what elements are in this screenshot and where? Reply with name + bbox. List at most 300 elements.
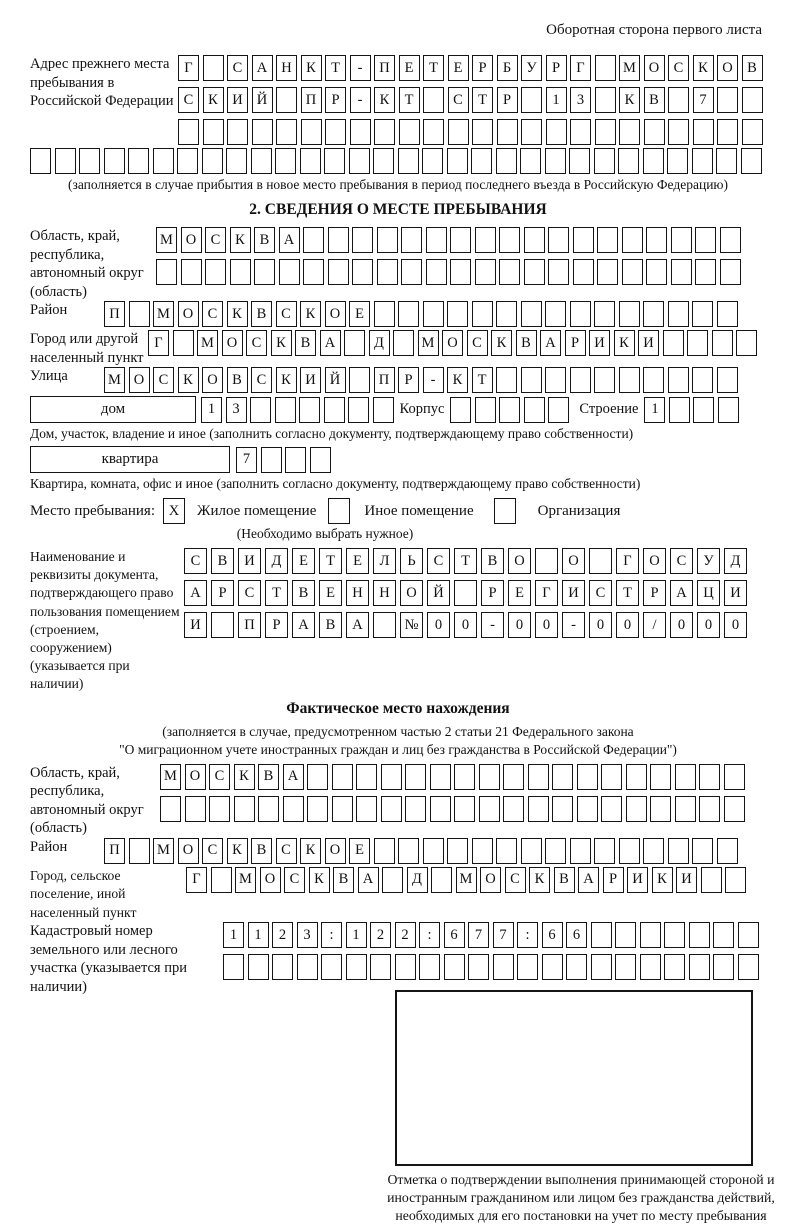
- char-cell[interactable]: И: [627, 867, 648, 893]
- char-cell[interactable]: [346, 954, 367, 980]
- char-cell[interactable]: [251, 148, 272, 174]
- char-cell[interactable]: [297, 954, 318, 980]
- char-cell[interactable]: [423, 87, 444, 113]
- char-cell[interactable]: В: [333, 867, 354, 893]
- char-cell[interactable]: [693, 119, 714, 145]
- char-cell[interactable]: [622, 227, 643, 253]
- char-cell[interactable]: 2: [272, 922, 293, 948]
- char-cell[interactable]: [701, 867, 722, 893]
- char-cell[interactable]: Е: [399, 55, 420, 81]
- char-cell[interactable]: А: [279, 227, 300, 253]
- char-cell[interactable]: С: [227, 55, 248, 81]
- char-cell[interactable]: [717, 301, 738, 327]
- char-cell[interactable]: [173, 330, 194, 356]
- char-cell[interactable]: [499, 227, 520, 253]
- char-cell[interactable]: [667, 148, 688, 174]
- char-cell[interactable]: [272, 954, 293, 980]
- char-cell[interactable]: [521, 87, 542, 113]
- char-cell[interactable]: Е: [349, 301, 370, 327]
- char-cell[interactable]: [156, 259, 177, 285]
- char-cell[interactable]: К: [374, 87, 395, 113]
- char-cell[interactable]: [663, 330, 684, 356]
- char-cell[interactable]: [444, 954, 465, 980]
- char-cell[interactable]: [646, 259, 667, 285]
- char-cell[interactable]: [328, 259, 349, 285]
- char-cell[interactable]: [373, 612, 396, 638]
- char-cell[interactable]: [310, 447, 331, 473]
- char-cell[interactable]: С: [427, 548, 450, 574]
- char-cell[interactable]: [252, 119, 273, 145]
- char-cell[interactable]: В: [481, 548, 504, 574]
- char-cell[interactable]: [450, 259, 471, 285]
- char-cell[interactable]: [643, 367, 664, 393]
- char-cell[interactable]: [472, 119, 493, 145]
- char-cell[interactable]: [401, 227, 422, 253]
- char-cell[interactable]: А: [320, 330, 341, 356]
- char-cell[interactable]: П: [104, 838, 125, 864]
- char-cell[interactable]: [618, 148, 639, 174]
- char-cell[interactable]: И: [676, 867, 697, 893]
- char-cell[interactable]: [643, 301, 664, 327]
- char-cell[interactable]: [373, 397, 394, 423]
- char-cell[interactable]: К: [619, 87, 640, 113]
- char-cell[interactable]: Р: [497, 87, 518, 113]
- char-cell[interactable]: [717, 87, 738, 113]
- char-cell[interactable]: [401, 259, 422, 285]
- char-cell[interactable]: К: [203, 87, 224, 113]
- char-cell[interactable]: [619, 838, 640, 864]
- char-cell[interactable]: [234, 796, 255, 822]
- char-cell[interactable]: 1: [223, 922, 244, 948]
- char-cell[interactable]: И: [238, 548, 261, 574]
- char-cell[interactable]: Н: [346, 580, 369, 606]
- char-cell[interactable]: [279, 259, 300, 285]
- char-cell[interactable]: [552, 764, 573, 790]
- char-cell[interactable]: [570, 301, 591, 327]
- char-cell[interactable]: П: [104, 301, 125, 327]
- char-cell[interactable]: [552, 796, 573, 822]
- char-cell[interactable]: [497, 119, 518, 145]
- char-cell[interactable]: [640, 954, 661, 980]
- char-cell[interactable]: [349, 367, 370, 393]
- char-cell[interactable]: К: [309, 867, 330, 893]
- char-cell[interactable]: [398, 148, 419, 174]
- char-cell[interactable]: М: [197, 330, 218, 356]
- char-cell[interactable]: 6: [444, 922, 465, 948]
- char-cell[interactable]: [254, 259, 275, 285]
- char-cell[interactable]: -: [562, 612, 585, 638]
- char-cell[interactable]: А: [578, 867, 599, 893]
- char-cell[interactable]: 3: [297, 922, 318, 948]
- char-cell[interactable]: [668, 838, 689, 864]
- char-cell[interactable]: К: [693, 55, 714, 81]
- char-cell[interactable]: К: [227, 301, 248, 327]
- checkbox-other-premises[interactable]: [328, 498, 350, 524]
- char-cell[interactable]: [283, 796, 304, 822]
- char-cell[interactable]: [496, 367, 517, 393]
- char-cell[interactable]: [591, 922, 612, 948]
- char-cell[interactable]: 0: [616, 612, 639, 638]
- char-cell[interactable]: Е: [508, 580, 531, 606]
- char-cell[interactable]: В: [258, 764, 279, 790]
- char-cell[interactable]: [524, 259, 545, 285]
- char-cell[interactable]: А: [184, 580, 207, 606]
- char-cell[interactable]: Т: [423, 55, 444, 81]
- char-cell[interactable]: А: [540, 330, 561, 356]
- char-cell[interactable]: И: [638, 330, 659, 356]
- char-cell[interactable]: [307, 764, 328, 790]
- char-cell[interactable]: [374, 119, 395, 145]
- char-cell[interactable]: [248, 954, 269, 980]
- char-cell[interactable]: [475, 227, 496, 253]
- char-cell[interactable]: [325, 119, 346, 145]
- char-cell[interactable]: [423, 838, 444, 864]
- char-cell[interactable]: [299, 397, 320, 423]
- char-cell[interactable]: О: [400, 580, 423, 606]
- char-cell[interactable]: А: [252, 55, 273, 81]
- char-cell[interactable]: [258, 796, 279, 822]
- char-cell[interactable]: М: [104, 367, 125, 393]
- char-cell[interactable]: [713, 954, 734, 980]
- char-cell[interactable]: [374, 301, 395, 327]
- char-cell[interactable]: Й: [427, 580, 450, 606]
- char-cell[interactable]: [211, 612, 234, 638]
- char-cell[interactable]: [499, 397, 520, 423]
- char-cell[interactable]: [664, 954, 685, 980]
- char-cell[interactable]: [328, 227, 349, 253]
- char-cell[interactable]: М: [160, 764, 181, 790]
- char-cell[interactable]: Р: [546, 55, 567, 81]
- char-cell[interactable]: [650, 796, 671, 822]
- char-cell[interactable]: Т: [325, 55, 346, 81]
- char-cell[interactable]: 7: [468, 922, 489, 948]
- char-cell[interactable]: Г: [535, 580, 558, 606]
- char-cell[interactable]: [724, 796, 745, 822]
- char-cell[interactable]: О: [644, 55, 665, 81]
- char-cell[interactable]: В: [251, 838, 272, 864]
- char-cell[interactable]: Е: [346, 548, 369, 574]
- char-cell[interactable]: Т: [472, 367, 493, 393]
- char-cell[interactable]: С: [246, 330, 267, 356]
- char-cell[interactable]: [716, 148, 737, 174]
- char-cell[interactable]: О: [562, 548, 585, 574]
- char-cell[interactable]: [493, 954, 514, 980]
- char-cell[interactable]: [545, 367, 566, 393]
- char-cell[interactable]: [692, 367, 713, 393]
- char-cell[interactable]: Ь: [400, 548, 423, 574]
- char-cell[interactable]: Т: [399, 87, 420, 113]
- char-cell[interactable]: [419, 954, 440, 980]
- char-cell[interactable]: К: [491, 330, 512, 356]
- char-cell[interactable]: [542, 954, 563, 980]
- char-cell[interactable]: А: [283, 764, 304, 790]
- char-cell[interactable]: [79, 148, 100, 174]
- char-cell[interactable]: [619, 119, 640, 145]
- char-cell[interactable]: [209, 796, 230, 822]
- char-cell[interactable]: Й: [252, 87, 273, 113]
- checkbox-organization[interactable]: [494, 498, 516, 524]
- char-cell[interactable]: [545, 148, 566, 174]
- char-cell[interactable]: С: [202, 838, 223, 864]
- char-cell[interactable]: [349, 148, 370, 174]
- char-cell[interactable]: Т: [319, 548, 342, 574]
- char-cell[interactable]: 1: [201, 397, 222, 423]
- char-cell[interactable]: С: [238, 580, 261, 606]
- char-cell[interactable]: [724, 764, 745, 790]
- char-cell[interactable]: [285, 447, 306, 473]
- char-cell[interactable]: Г: [178, 55, 199, 81]
- char-cell[interactable]: [426, 259, 447, 285]
- char-cell[interactable]: /: [643, 612, 666, 638]
- char-cell[interactable]: [301, 119, 322, 145]
- char-cell[interactable]: 0: [454, 612, 477, 638]
- house-field-box[interactable]: дом: [30, 396, 196, 423]
- char-cell[interactable]: Р: [398, 367, 419, 393]
- char-cell[interactable]: [626, 796, 647, 822]
- char-cell[interactable]: С: [276, 838, 297, 864]
- char-cell[interactable]: [671, 227, 692, 253]
- char-cell[interactable]: 0: [697, 612, 720, 638]
- char-cell[interactable]: [496, 301, 517, 327]
- char-cell[interactable]: 0: [427, 612, 450, 638]
- char-cell[interactable]: [524, 397, 545, 423]
- char-cell[interactable]: П: [238, 612, 261, 638]
- char-cell[interactable]: [405, 796, 426, 822]
- char-cell[interactable]: [430, 764, 451, 790]
- char-cell[interactable]: А: [358, 867, 379, 893]
- char-cell[interactable]: Н: [373, 580, 396, 606]
- char-cell[interactable]: А: [670, 580, 693, 606]
- char-cell[interactable]: [535, 548, 558, 574]
- char-cell[interactable]: М: [418, 330, 439, 356]
- char-cell[interactable]: [128, 148, 149, 174]
- char-cell[interactable]: [129, 301, 150, 327]
- char-cell[interactable]: [373, 148, 394, 174]
- char-cell[interactable]: Н: [276, 55, 297, 81]
- char-cell[interactable]: [692, 838, 713, 864]
- char-cell[interactable]: [692, 148, 713, 174]
- char-cell[interactable]: [589, 548, 612, 574]
- char-cell[interactable]: И: [227, 87, 248, 113]
- char-cell[interactable]: О: [442, 330, 463, 356]
- char-cell[interactable]: [675, 796, 696, 822]
- char-cell[interactable]: [377, 227, 398, 253]
- char-cell[interactable]: [448, 119, 469, 145]
- char-cell[interactable]: О: [129, 367, 150, 393]
- char-cell[interactable]: [203, 55, 224, 81]
- char-cell[interactable]: Г: [570, 55, 591, 81]
- char-cell[interactable]: К: [447, 367, 468, 393]
- char-cell[interactable]: [717, 367, 738, 393]
- char-cell[interactable]: [275, 397, 296, 423]
- char-cell[interactable]: [303, 227, 324, 253]
- char-cell[interactable]: С: [209, 764, 230, 790]
- char-cell[interactable]: [717, 838, 738, 864]
- char-cell[interactable]: К: [234, 764, 255, 790]
- char-cell[interactable]: [570, 838, 591, 864]
- char-cell[interactable]: [447, 301, 468, 327]
- char-cell[interactable]: П: [374, 367, 395, 393]
- char-cell[interactable]: [153, 148, 174, 174]
- char-cell[interactable]: [332, 796, 353, 822]
- char-cell[interactable]: В: [295, 330, 316, 356]
- char-cell[interactable]: 6: [566, 922, 587, 948]
- char-cell[interactable]: Ц: [697, 580, 720, 606]
- char-cell[interactable]: [395, 954, 416, 980]
- char-cell[interactable]: 7: [493, 922, 514, 948]
- char-cell[interactable]: Р: [481, 580, 504, 606]
- char-cell[interactable]: С: [184, 548, 207, 574]
- char-cell[interactable]: [717, 119, 738, 145]
- char-cell[interactable]: О: [222, 330, 243, 356]
- char-cell[interactable]: [640, 922, 661, 948]
- char-cell[interactable]: [619, 301, 640, 327]
- char-cell[interactable]: :: [517, 922, 538, 948]
- char-cell[interactable]: Т: [265, 580, 288, 606]
- char-cell[interactable]: 2: [370, 922, 391, 948]
- char-cell[interactable]: О: [178, 838, 199, 864]
- char-cell[interactable]: [693, 397, 714, 423]
- char-cell[interactable]: [160, 796, 181, 822]
- char-cell[interactable]: [720, 227, 741, 253]
- char-cell[interactable]: В: [227, 367, 248, 393]
- char-cell[interactable]: Й: [325, 367, 346, 393]
- char-cell[interactable]: 1: [346, 922, 367, 948]
- char-cell[interactable]: [503, 796, 524, 822]
- char-cell[interactable]: [447, 148, 468, 174]
- char-cell[interactable]: [211, 867, 232, 893]
- char-cell[interactable]: [521, 838, 542, 864]
- char-cell[interactable]: 2: [395, 922, 416, 948]
- char-cell[interactable]: [577, 764, 598, 790]
- char-cell[interactable]: Т: [616, 580, 639, 606]
- char-cell[interactable]: Г: [616, 548, 639, 574]
- char-cell[interactable]: [454, 764, 475, 790]
- char-cell[interactable]: [548, 227, 569, 253]
- char-cell[interactable]: М: [156, 227, 177, 253]
- apartment-field-box[interactable]: квартира: [30, 446, 230, 473]
- char-cell[interactable]: [738, 954, 759, 980]
- char-cell[interactable]: О: [325, 301, 346, 327]
- char-cell[interactable]: 0: [508, 612, 531, 638]
- char-cell[interactable]: И: [589, 330, 610, 356]
- char-cell[interactable]: [548, 259, 569, 285]
- char-cell[interactable]: 0: [589, 612, 612, 638]
- char-cell[interactable]: [496, 838, 517, 864]
- char-cell[interactable]: К: [300, 838, 321, 864]
- char-cell[interactable]: И: [184, 612, 207, 638]
- char-cell[interactable]: [324, 397, 345, 423]
- char-cell[interactable]: [475, 397, 496, 423]
- char-cell[interactable]: С: [467, 330, 488, 356]
- char-cell[interactable]: [720, 259, 741, 285]
- char-cell[interactable]: В: [516, 330, 537, 356]
- char-cell[interactable]: Д: [265, 548, 288, 574]
- char-cell[interactable]: [594, 367, 615, 393]
- char-cell[interactable]: Е: [448, 55, 469, 81]
- char-cell[interactable]: Д: [724, 548, 747, 574]
- char-cell[interactable]: [261, 447, 282, 473]
- char-cell[interactable]: [528, 764, 549, 790]
- char-cell[interactable]: [393, 330, 414, 356]
- char-cell[interactable]: М: [153, 301, 174, 327]
- char-cell[interactable]: О: [643, 548, 666, 574]
- char-cell[interactable]: [382, 867, 403, 893]
- char-cell[interactable]: [431, 867, 452, 893]
- char-cell[interactable]: [454, 580, 477, 606]
- char-cell[interactable]: [178, 119, 199, 145]
- char-cell[interactable]: С: [448, 87, 469, 113]
- char-cell[interactable]: И: [724, 580, 747, 606]
- char-cell[interactable]: [129, 838, 150, 864]
- char-cell[interactable]: [692, 301, 713, 327]
- char-cell[interactable]: К: [276, 367, 297, 393]
- char-cell[interactable]: Р: [565, 330, 586, 356]
- char-cell[interactable]: [668, 367, 689, 393]
- char-cell[interactable]: К: [614, 330, 635, 356]
- char-cell[interactable]: [615, 954, 636, 980]
- char-cell[interactable]: Л: [373, 548, 396, 574]
- char-cell[interactable]: С: [670, 548, 693, 574]
- char-cell[interactable]: [595, 119, 616, 145]
- char-cell[interactable]: У: [697, 548, 720, 574]
- char-cell[interactable]: [517, 954, 538, 980]
- char-cell[interactable]: Е: [292, 548, 315, 574]
- char-cell[interactable]: [300, 148, 321, 174]
- char-cell[interactable]: [398, 301, 419, 327]
- char-cell[interactable]: С: [205, 227, 226, 253]
- char-cell[interactable]: Р: [325, 87, 346, 113]
- char-cell[interactable]: С: [284, 867, 305, 893]
- char-cell[interactable]: 1: [546, 87, 567, 113]
- char-cell[interactable]: :: [419, 922, 440, 948]
- char-cell[interactable]: Р: [211, 580, 234, 606]
- char-cell[interactable]: О: [185, 764, 206, 790]
- char-cell[interactable]: Д: [369, 330, 390, 356]
- char-cell[interactable]: К: [227, 838, 248, 864]
- char-cell[interactable]: [177, 148, 198, 174]
- char-cell[interactable]: [595, 87, 616, 113]
- char-cell[interactable]: [671, 259, 692, 285]
- char-cell[interactable]: [626, 764, 647, 790]
- char-cell[interactable]: М: [456, 867, 477, 893]
- char-cell[interactable]: [230, 259, 251, 285]
- char-cell[interactable]: В: [254, 227, 275, 253]
- char-cell[interactable]: [332, 764, 353, 790]
- char-cell[interactable]: М: [235, 867, 256, 893]
- char-cell[interactable]: -: [350, 87, 371, 113]
- char-cell[interactable]: В: [742, 55, 763, 81]
- char-cell[interactable]: О: [480, 867, 501, 893]
- char-cell[interactable]: [546, 119, 567, 145]
- char-cell[interactable]: [569, 148, 590, 174]
- char-cell[interactable]: [619, 367, 640, 393]
- char-cell[interactable]: О: [178, 301, 199, 327]
- char-cell[interactable]: П: [301, 87, 322, 113]
- char-cell[interactable]: А: [346, 612, 369, 638]
- char-cell[interactable]: Б: [497, 55, 518, 81]
- char-cell[interactable]: [405, 764, 426, 790]
- char-cell[interactable]: О: [508, 548, 531, 574]
- char-cell[interactable]: 7: [236, 447, 257, 473]
- char-cell[interactable]: [276, 87, 297, 113]
- char-cell[interactable]: [594, 838, 615, 864]
- char-cell[interactable]: [181, 259, 202, 285]
- char-cell[interactable]: С: [589, 580, 612, 606]
- char-cell[interactable]: К: [271, 330, 292, 356]
- char-cell[interactable]: 0: [670, 612, 693, 638]
- char-cell[interactable]: [520, 148, 541, 174]
